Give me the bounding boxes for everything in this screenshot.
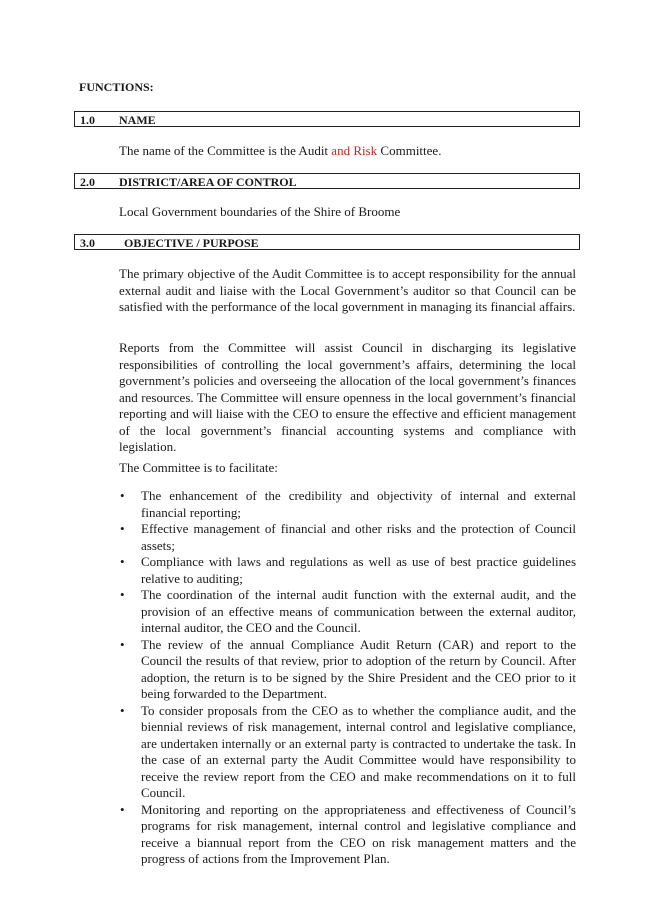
list-item-text: The enhancement of the credibility and objectivity of internal and external financial reporting; — [141, 488, 576, 520]
bullet-icon: • — [120, 587, 125, 602]
name-text-part2: Committee. — [377, 143, 442, 158]
bullet-icon: • — [120, 702, 125, 718]
bullet-icon: • — [120, 521, 125, 536]
bullet-icon: • — [120, 801, 125, 817]
section-title: DISTRICT/AREA OF CONTROL — [119, 175, 297, 189]
list-item — [117, 488, 576, 521]
objective-paragraph-1: The primary objective of the Audit Committee is to accept responsibility for the annual external audit and liaise with the Local Government’s auditor so that Council can be satisfied with the performance of the local government in managing its financial affairs. — [119, 266, 576, 314]
bullet-icon: • — [120, 554, 125, 569]
section-title: NAME — [119, 113, 156, 127]
name-text-highlight: and Risk — [331, 143, 378, 158]
list-item — [117, 703, 576, 802]
section-number: 2.0 — [80, 175, 95, 189]
list-item — [117, 587, 576, 637]
list-item — [117, 554, 576, 587]
list-item-text: The coordination of the internal audit function with the external audit, and the provision of an effective means of communication between the external auditor, internal auditor, the CEO and the Council. — [141, 587, 576, 635]
list-item-text: Compliance with laws and regulations as well as use of best practice guidelines relative to auditing; — [141, 554, 576, 586]
list-item-text: Effective management of financial and other risks and the protection of Council assets; — [141, 521, 576, 553]
name-text-part1: The name of the Committee is the Audit — [119, 143, 332, 158]
section-district-header — [74, 173, 580, 189]
section-number: 3.0 — [80, 236, 95, 250]
facilitate-list — [117, 488, 576, 868]
section-title: OBJECTIVE / PURPOSE — [124, 236, 259, 250]
section-number: 1.0 — [80, 113, 95, 127]
section-name-header — [74, 111, 580, 127]
committee-name-text — [119, 143, 441, 160]
bullet-icon: • — [120, 488, 125, 503]
list-item — [117, 637, 576, 703]
list-item — [117, 521, 576, 554]
list-item-text: The review of the annual Compliance Audit Return (CAR) and report to the Council the results of that review, prior to adoption of the return by Council. After adoption, the return is to be signed by the Shire President and the CEO prior to it being forwarded to the Department. — [141, 636, 576, 701]
functions-heading: FUNCTIONS: — [79, 80, 154, 94]
list-item-text: Monitoring and reporting on the appropriateness and effectiveness of Council’s programs for risk management, internal control and legislative compliance and receive a biannual report from the CEO on risk management matters and the progress of actions from the Improvement Plan. — [141, 801, 576, 866]
list-item — [117, 802, 576, 868]
facilitate-intro: The Committee is to facilitate: — [119, 460, 278, 475]
district-text: Local Government boundaries of the Shire of Broome — [119, 204, 401, 219]
objective-paragraph-2: Reports from the Committee will assist Council in discharging its legislative responsibilities of controlling the local government’s affairs, determining the local government’s policies and overseeing the allocation of the local government’s finances and resources. The Committee will ensure openness in the local government’s financial reporting and will liaise with the CEO to ensure the effective and efficient management of the local government’s financial accounting systems and compliance with legislation. — [119, 340, 576, 454]
bullet-icon: • — [120, 636, 125, 652]
list-item-text: To consider proposals from the CEO as to whether the compliance audit, and the biennial reviews of risk management, internal control and legislative compliance, are undertaken internally or an external party is contracted to undertake the task. In the case of an external party the Audit Committee would have responsibility to receive the review report from the CEO and make recommendations on it to full Council. — [141, 702, 576, 800]
section-objective-header — [74, 234, 580, 250]
